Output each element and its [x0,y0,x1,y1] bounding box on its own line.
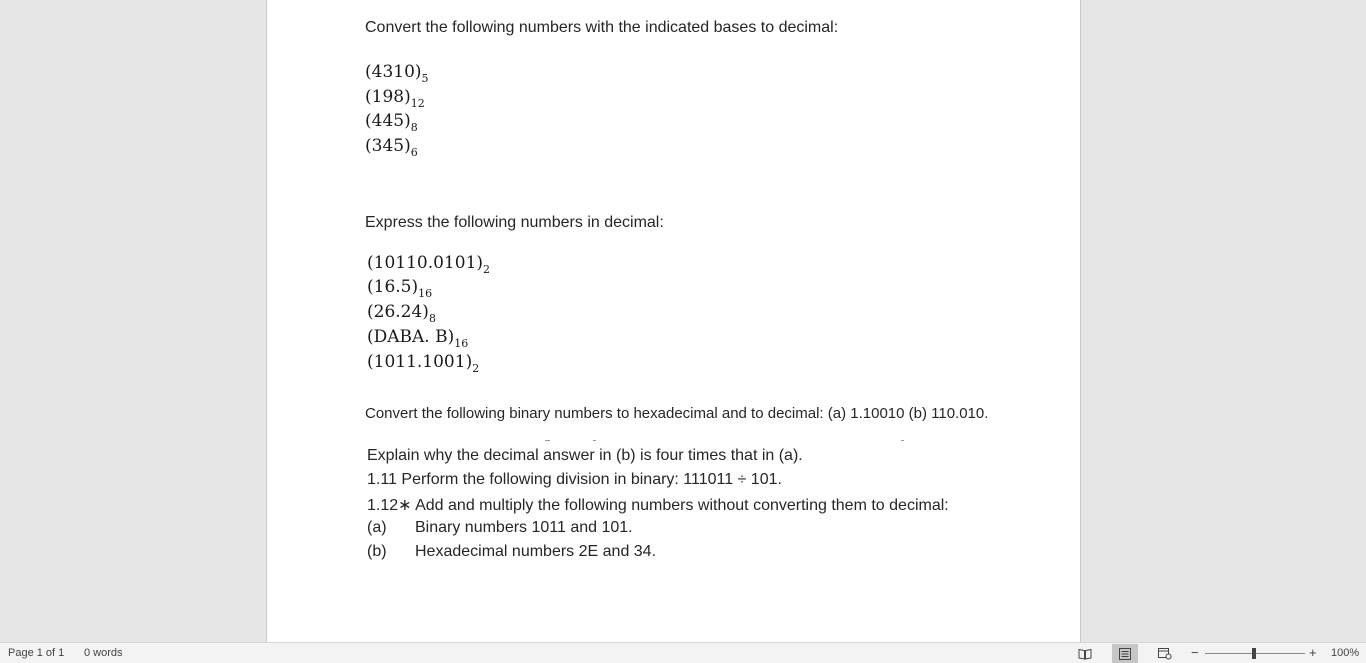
q1-heading: Convert the following numbers with the indicated bases to decimal: [365,19,839,36]
word-count[interactable]: 0 words [84,647,123,659]
q2-item-base: 16 [454,337,469,350]
q112-b-text: Hexadecimal numbers 2E and 34. [415,543,657,560]
q1-item-base: 8 [410,121,418,134]
explain-text: Explain why the decimal answer in (b) is four times that in (a). [367,447,803,464]
q1-item-base: 12 [410,97,425,110]
q112-item-a [367,519,633,537]
web-layout-button[interactable] [1152,644,1178,663]
q112-text: 1.12∗ Add and multiply the following numbers without converting them to decimal: [367,497,949,514]
q112-b-label: (b) [367,543,387,560]
print-layout-button[interactable] [1112,644,1138,663]
read-mode-icon [1078,648,1092,660]
web-layout-icon [1158,648,1172,660]
document-page[interactable] [266,0,1081,642]
q1-item-3 [365,111,418,134]
print-layout-icon [1118,648,1132,660]
zoom-in-button[interactable]: + [1309,645,1317,660]
q2-item-value: (10110.0101) [367,253,484,273]
q2-item-value: (1011.1001) [367,352,473,372]
q2-item-value: (DABA. B) [367,327,455,347]
q1-item-1 [365,62,429,85]
q1-item-value: (4310) [365,62,422,82]
q1-item-value: (445) [365,111,411,131]
q2-item-2 [367,277,433,300]
q2-item-4 [367,327,469,350]
q2-item-base: 2 [472,362,480,375]
q1-item-value: (345) [365,136,411,156]
q2-item-value: (26.24) [367,302,429,322]
q2-item-1 [367,253,491,276]
stray-mark [545,440,550,441]
status-bar [0,642,1366,663]
q1-item-base: 5 [421,72,429,85]
q1-item-2 [365,87,425,110]
read-mode-button[interactable] [1072,644,1098,663]
q112-item-b [367,543,656,561]
q2-heading: Express the following numbers in decimal: [365,214,664,231]
page-info[interactable]: Page 1 of 1 [8,647,65,659]
q2-item-5 [367,352,480,375]
q112-a-label: (a) [367,519,387,536]
zoom-level[interactable]: 100% [1331,647,1360,659]
stray-mark [901,440,904,441]
zoom-slider-thumb[interactable] [1252,648,1256,659]
q2-item-3 [367,302,436,325]
q1-item-base: 6 [410,146,418,159]
q2-item-base: 2 [483,263,491,276]
q1-item-4 [365,136,418,159]
q2-item-base: 16 [418,287,433,300]
zoom-out-button[interactable]: − [1191,645,1199,660]
q112-a-text: Binary numbers 1011 and 101. [415,519,633,536]
stray-mark [593,440,596,441]
q111-text: 1.11 Perform the following division in binary: 111011 ÷ 101. [367,471,782,488]
q3-text: Convert the following binary numbers to hexadecimal and to decimal: (a) 1.10010 (b) 110.010. [365,405,989,422]
q2-item-base: 8 [428,312,436,325]
q1-item-value: (198) [365,87,411,107]
q2-item-value: (16.5) [367,277,419,297]
